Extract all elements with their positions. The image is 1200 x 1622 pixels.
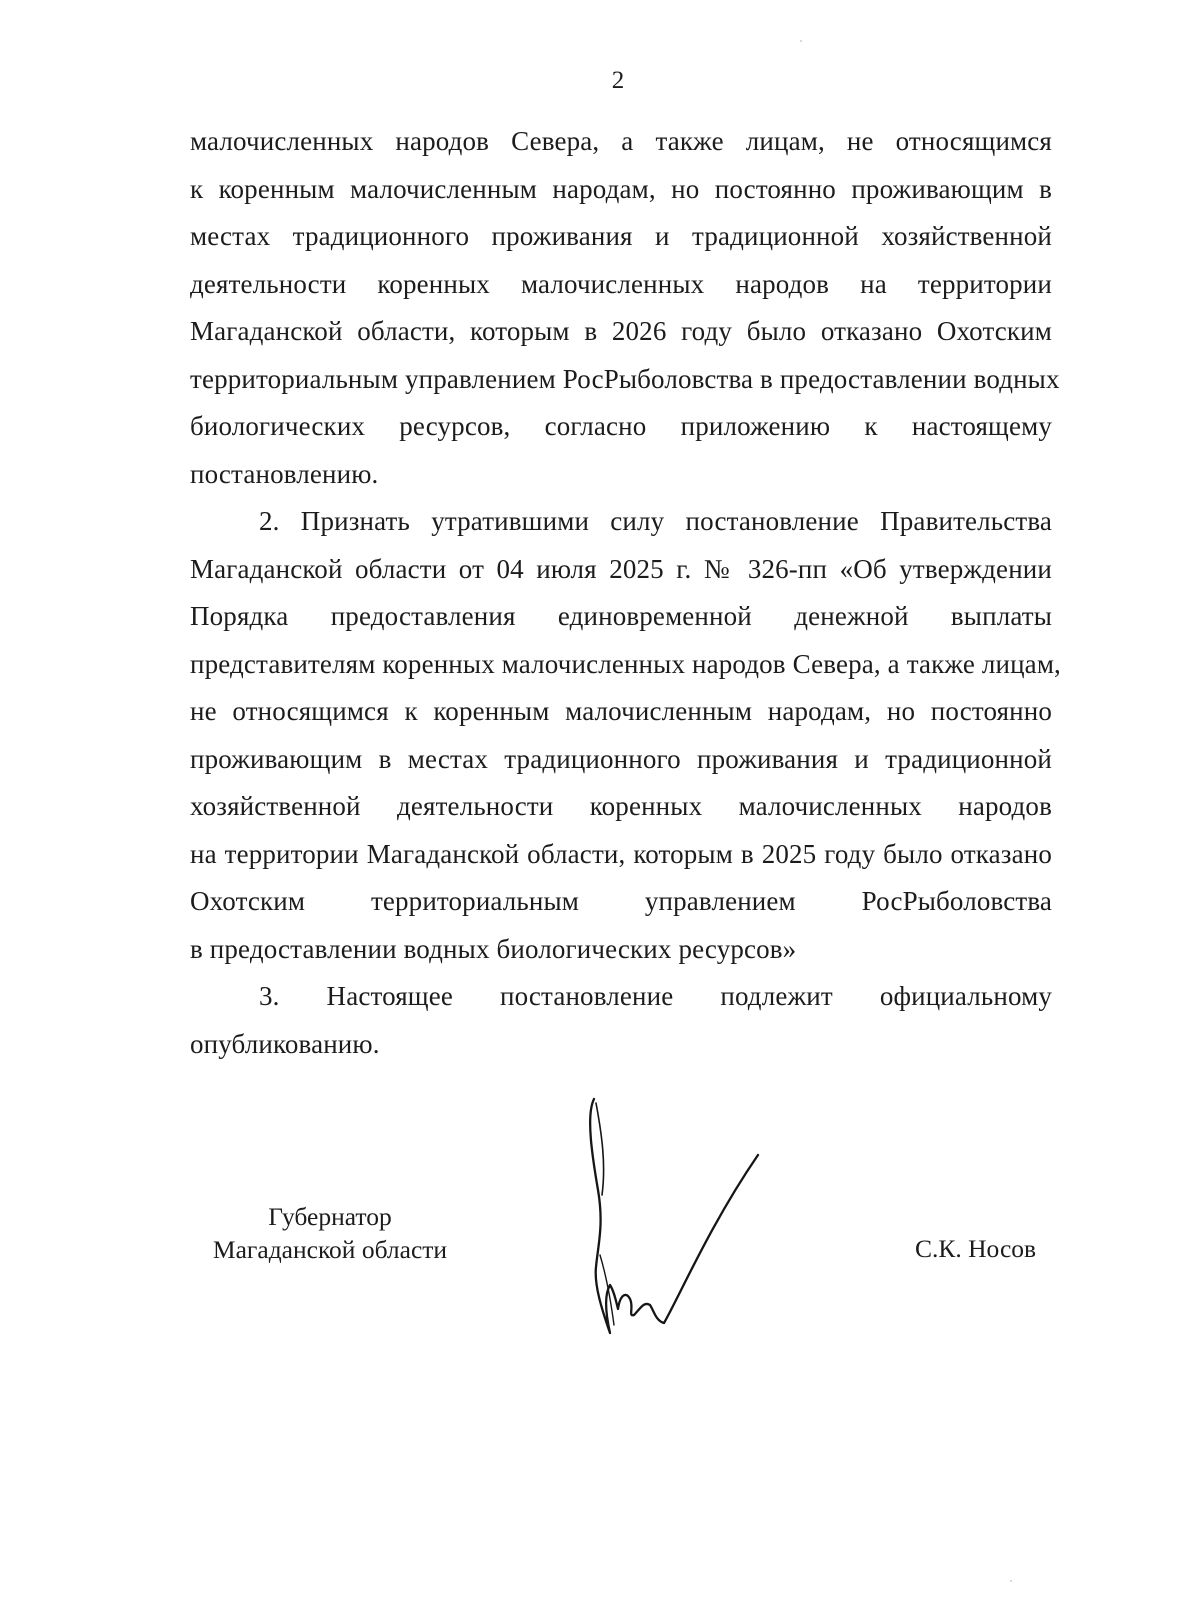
body-line: опубликованию. [190,1028,380,1059]
body-line: представителям коренных малочисленных народов Севера, а также лицам, [190,648,1061,679]
signer-position-line-2: Магаданской области [212,1235,448,1264]
handwritten-signature [580,1095,780,1345]
scan-speck [1010,1580,1012,1582]
body-line: к коренным малочисленным народам, но постоянно проживающим в [190,173,1052,204]
body-line: Магаданской области от 04 июля 2025 г. № 326-пп «Об утверждении [190,553,1052,584]
body-line: малочисленных народов Севера, а также лицам, не относящимся [190,126,1052,156]
signer-position-line-1: Губернатор [268,1202,392,1231]
body-line: хозяйственной деятельности коренных малочисленных народов [190,791,1052,821]
signer-name: С.К. Носов [915,1234,1037,1263]
body-line: Магаданской области, которым в 2026 году было отказано Охотским [190,316,1052,346]
body-line: в предоставлении водных биологических ресурсов» [190,933,797,964]
body-line: деятельности коренных малочисленных народов на территории [190,268,1052,299]
paragraph-2-first-line: 2. Признать утратившими силу постановление Правительства [259,506,1052,536]
body-line: биологических ресурсов, согласно приложению к настоящему [190,411,1052,441]
scan-speck [800,40,802,42]
body-line: проживающим в местах традиционного проживания и традиционной [190,743,1052,774]
signer-position [190,1200,470,1266]
signature-block [0,1200,1200,1400]
body-line: Порядка предоставления единовременной денежной выплаты [190,601,1052,631]
body-line: местах традиционного проживания и традиционной хозяйственной [190,221,1052,251]
body-line: постановлению. [190,458,379,489]
body-line: на территории Магаданской области, которым в 2025 году было отказано [190,838,1052,869]
document-body [190,118,1061,1068]
body-line: Охотским территориальным управлением РосРыболовства [190,886,1052,916]
body-line: территориальным управлением РосРыболовства в предоставлении водных [190,363,1060,394]
page-number: 2 [611,67,625,94]
paragraph-3-first-line: 3. Настоящее постановление подлежит официальному [259,981,1052,1011]
body-line: не относящимся к коренным малочисленным народам, но постоянно [190,696,1052,726]
